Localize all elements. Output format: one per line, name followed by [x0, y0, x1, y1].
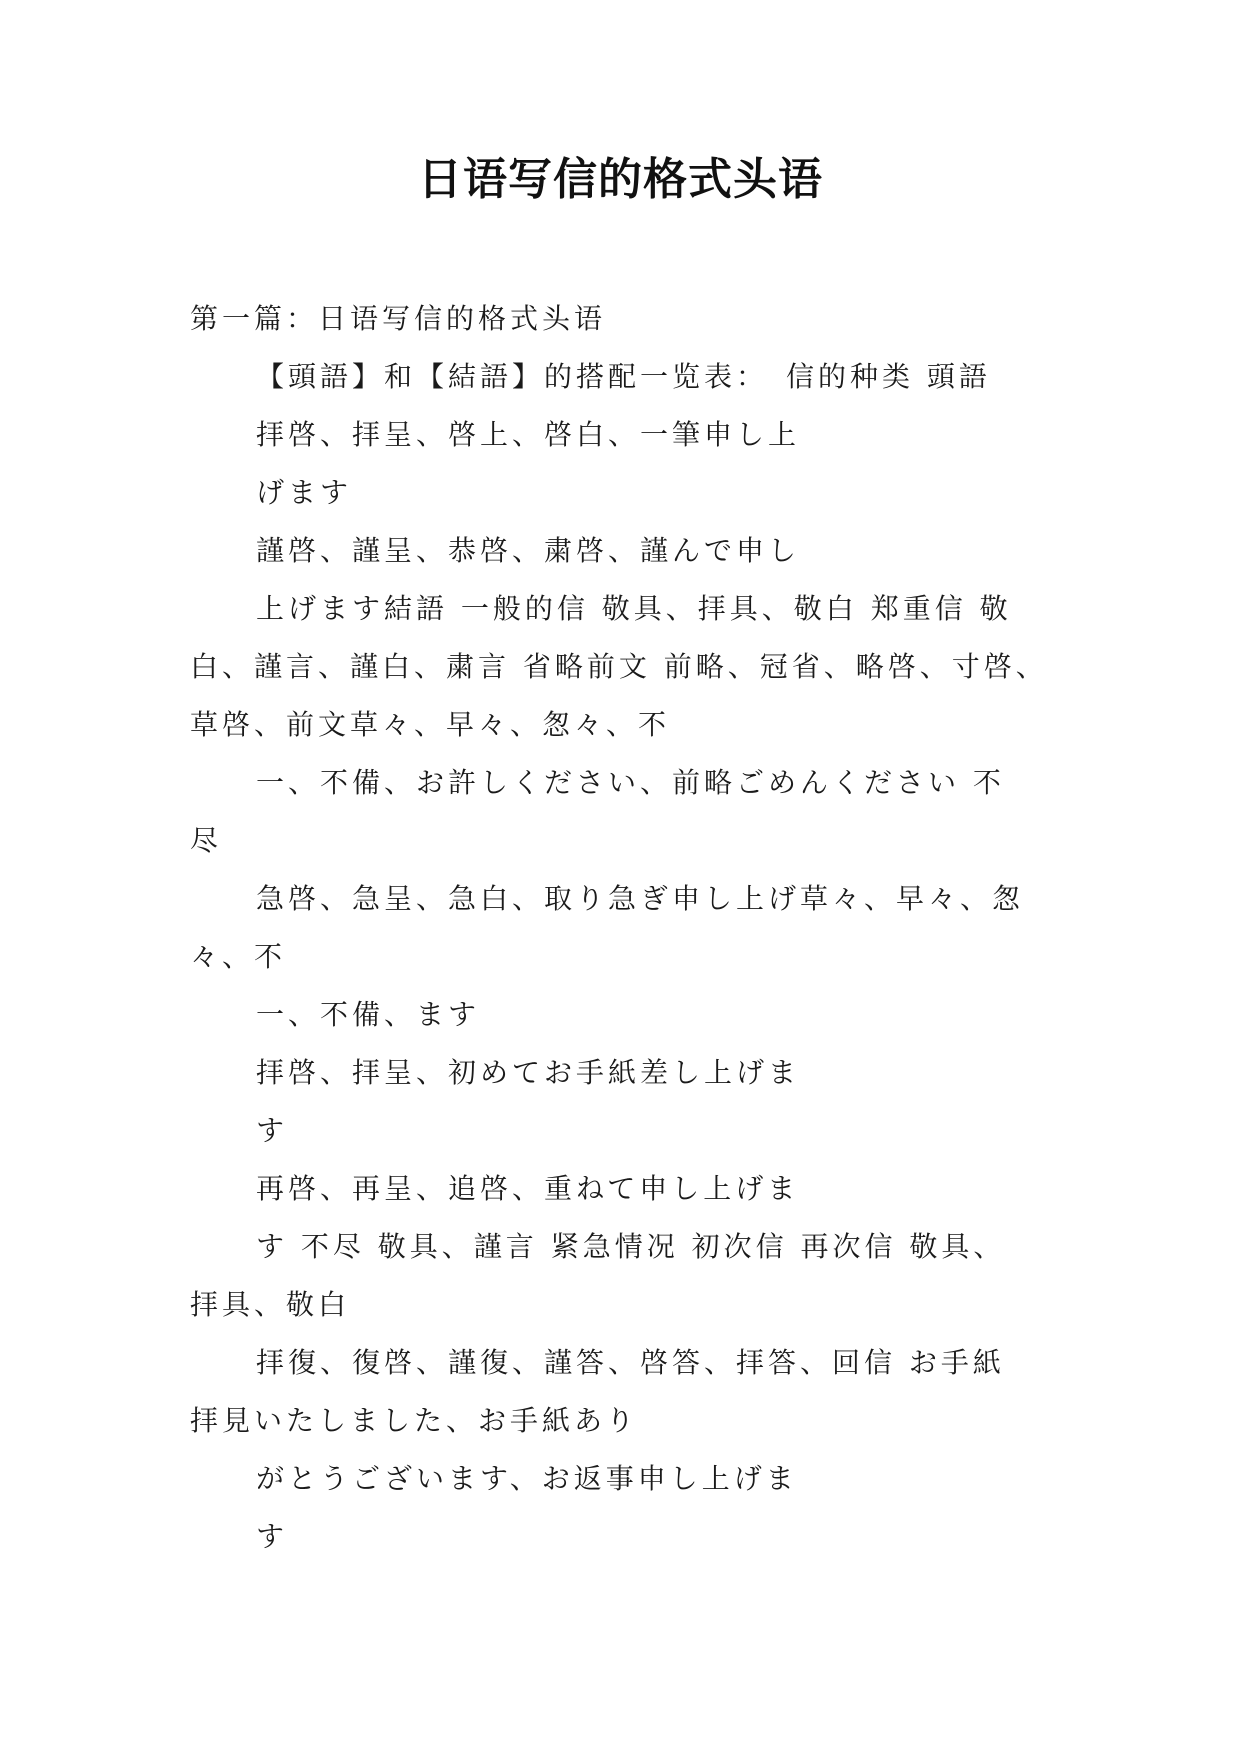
text-line: げます	[256, 476, 353, 509]
text-line: 尽	[190, 824, 223, 857]
text-line: す	[256, 1520, 289, 1553]
document-body	[190, 290, 1080, 1566]
document-title: 日语写信的格式头语	[418, 154, 823, 205]
text-line: 拝復、復啓、謹復、謹答、啓答、拝答、回信 お手紙	[256, 1346, 1005, 1379]
text-line: 一、不備、ます	[256, 998, 481, 1031]
text-line: 草啓、前文草々、早々、怱々、不	[190, 708, 671, 741]
text-line: 拝見いたしました、お手紙あり	[190, 1404, 639, 1437]
text-line: 々、不	[190, 940, 287, 973]
text-line: す 不尽 敬具、謹言 紧急情况 初次信 再次信 敬具、	[256, 1230, 1006, 1263]
text-line: 白、謹言、謹白、粛言 省略前文 前略、冠省、略啓、寸啓、	[190, 650, 1048, 683]
text-line: 【頭語】和【結語】的搭配一览表： 信的种类 頭語	[256, 360, 991, 393]
text-line: 拝啓、拝呈、啓上、啓白、一筆申し上	[256, 418, 801, 451]
text-line: 拝具、敬白	[190, 1288, 351, 1321]
text-line: 拝啓、拝呈、初めてお手紙差し上げま	[256, 1056, 801, 1089]
text-line: 第一篇：日语写信的格式头语	[190, 302, 607, 335]
text-line: 再啓、再呈、追啓、重ねて申し上げま	[256, 1172, 800, 1205]
text-line: す	[256, 1114, 289, 1147]
text-line: がとうございます、お返事申し上げま	[256, 1462, 798, 1495]
text-line: 上げます結語 一般的信 敬具、拝具、敬白 郑重信 敬	[256, 592, 1012, 625]
text-line: 一、不備、お許しください、前略ごめんください 不	[256, 766, 1005, 799]
text-line: 急啓、急呈、急白、取り急ぎ申し上げ草々、早々、怱	[256, 882, 1025, 915]
text-line: 謹啓、謹呈、恭啓、粛啓、謹んで申し	[256, 534, 801, 567]
